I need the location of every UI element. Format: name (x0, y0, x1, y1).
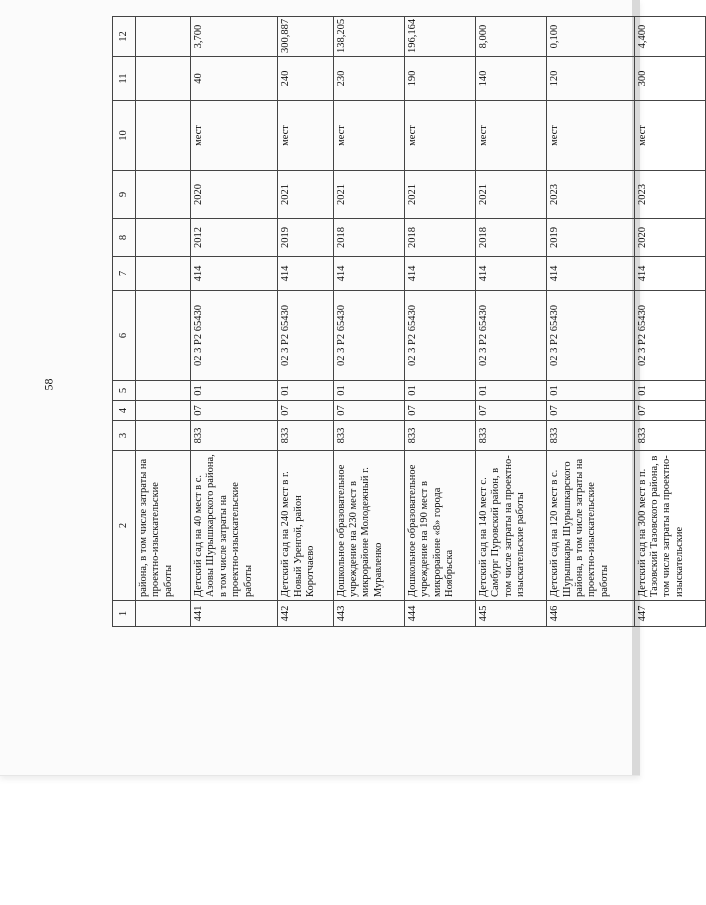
col-header: 10 (113, 101, 136, 171)
table-row (333, 17, 404, 627)
expense-type: 414 (278, 257, 333, 291)
capacity: 40 (191, 57, 278, 101)
capacity: 300 (634, 57, 705, 101)
subsection-code: 01 (278, 381, 333, 401)
object-name: Детский сад на 120 мест в с. Шурышкары Шурышкарского района, в том числе затраты на проектно-изыскательские работы (547, 451, 634, 601)
target-article: 02 3 Р2 65430 (191, 291, 278, 381)
table-row (634, 17, 705, 627)
end-year: 2020 (191, 171, 278, 219)
end-year: 2023 (547, 171, 634, 219)
capacity: 240 (278, 57, 333, 101)
expense-type: 414 (476, 257, 547, 291)
object-name: Детский сад на 140 мест с. Самбург Пуровский район, в том числе затраты на проектно-изыскательские работы (476, 451, 547, 601)
row-number: 442 (278, 601, 333, 627)
unit: мест (404, 101, 475, 171)
target-article: 02 3 Р2 65430 (634, 291, 705, 381)
start-year: 2018 (333, 219, 404, 257)
subsection-code: 01 (191, 381, 278, 401)
capacity: 190 (404, 57, 475, 101)
target-article: 02 3 Р2 65430 (333, 291, 404, 381)
capacity: 120 (547, 57, 634, 101)
table-row (476, 17, 547, 627)
unit: мест (634, 101, 705, 171)
rotated-table-container (112, 17, 706, 627)
col-header: 8 (113, 219, 136, 257)
col-header: 4 (113, 401, 136, 421)
col-header: 11 (113, 57, 136, 101)
row-number: 444 (404, 601, 475, 627)
budget-table (112, 16, 706, 627)
page-number: 58 (41, 378, 56, 391)
column-number-row (113, 17, 136, 627)
subsection-code: 01 (333, 381, 404, 401)
target-article: 02 3 Р2 65430 (547, 291, 634, 381)
amount: 196,164 (404, 17, 475, 57)
section-code: 07 (476, 401, 547, 421)
start-year: 2018 (476, 219, 547, 257)
row-number: 441 (191, 601, 278, 627)
col-header: 12 (113, 17, 136, 57)
section-code: 07 (333, 401, 404, 421)
expense-type: 414 (191, 257, 278, 291)
col-header: 9 (113, 171, 136, 219)
capacity: 140 (476, 57, 547, 101)
unit: мест (191, 101, 278, 171)
col-header: 3 (113, 421, 136, 451)
section-code: 07 (634, 401, 705, 421)
grbs-code: 833 (333, 421, 404, 451)
grbs-code: 833 (278, 421, 333, 451)
subsection-code: 01 (634, 381, 705, 401)
object-name: Детский сад на 40 мест в с. Азовы Шурышкарского района, в том числе затраты на проектно-изыскательские работы (191, 451, 278, 601)
amount: 8,000 (476, 17, 547, 57)
object-name: района, в том числе затраты на проектно-изыскательские работы (136, 451, 191, 601)
grbs-code: 833 (404, 421, 475, 451)
row-number: 443 (333, 601, 404, 627)
amount: 138,205 (333, 17, 404, 57)
section-code: 07 (278, 401, 333, 421)
capacity: 230 (333, 57, 404, 101)
expense-type: 414 (333, 257, 404, 291)
start-year: 2020 (634, 219, 705, 257)
row-number: 445 (476, 601, 547, 627)
object-name: Детский сад на 240 мест в г. Новый Уренгой, район Коротчаево (278, 451, 333, 601)
grbs-code: 833 (476, 421, 547, 451)
col-header: 2 (113, 451, 136, 601)
expense-type: 414 (404, 257, 475, 291)
start-year: 2019 (547, 219, 634, 257)
object-name: Дошкольное образовательное учреждение на 190 мест в микрорайоне «8» города Ноябрьска (404, 451, 475, 601)
end-year: 2021 (404, 171, 475, 219)
table-row (404, 17, 475, 627)
subsection-code: 01 (476, 381, 547, 401)
end-year: 2021 (278, 171, 333, 219)
col-header: 5 (113, 381, 136, 401)
col-header: 7 (113, 257, 136, 291)
expense-type: 414 (634, 257, 705, 291)
amount: 300,887 (278, 17, 333, 57)
section-code: 07 (191, 401, 278, 421)
end-year: 2021 (333, 171, 404, 219)
unit: мест (476, 101, 547, 171)
table-row-continuation (136, 17, 191, 627)
row-number: 446 (547, 601, 634, 627)
section-code: 07 (404, 401, 475, 421)
object-name: Детский сад на 300 мест в п. Тазовский Тазовского района, в том числе затраты на проектно-изыскательские (634, 451, 705, 601)
subsection-code: 01 (404, 381, 475, 401)
end-year: 2021 (476, 171, 547, 219)
subsection-code: 01 (547, 381, 634, 401)
col-header: 1 (113, 601, 136, 627)
end-year: 2023 (634, 171, 705, 219)
row-number: 447 (634, 601, 705, 627)
target-article: 02 3 Р2 65430 (278, 291, 333, 381)
grbs-code: 833 (634, 421, 705, 451)
col-header: 6 (113, 291, 136, 381)
unit: мест (547, 101, 634, 171)
unit: мест (278, 101, 333, 171)
start-year: 2012 (191, 219, 278, 257)
table-row (191, 17, 278, 627)
grbs-code: 833 (191, 421, 278, 451)
amount: 0,100 (547, 17, 634, 57)
grbs-code: 833 (547, 421, 634, 451)
object-name: Дошкольное образовательное учреждение на 230 мест в микрорайоне Молодежный г. Муравленко (333, 451, 404, 601)
table-row (547, 17, 634, 627)
amount: 3,700 (191, 17, 278, 57)
target-article: 02 3 Р2 65430 (476, 291, 547, 381)
amount: 4,400 (634, 17, 705, 57)
table-row (278, 17, 333, 627)
unit: мест (333, 101, 404, 171)
start-year: 2018 (404, 219, 475, 257)
target-article: 02 3 Р2 65430 (404, 291, 475, 381)
expense-type: 414 (547, 257, 634, 291)
start-year: 2019 (278, 219, 333, 257)
section-code: 07 (547, 401, 634, 421)
